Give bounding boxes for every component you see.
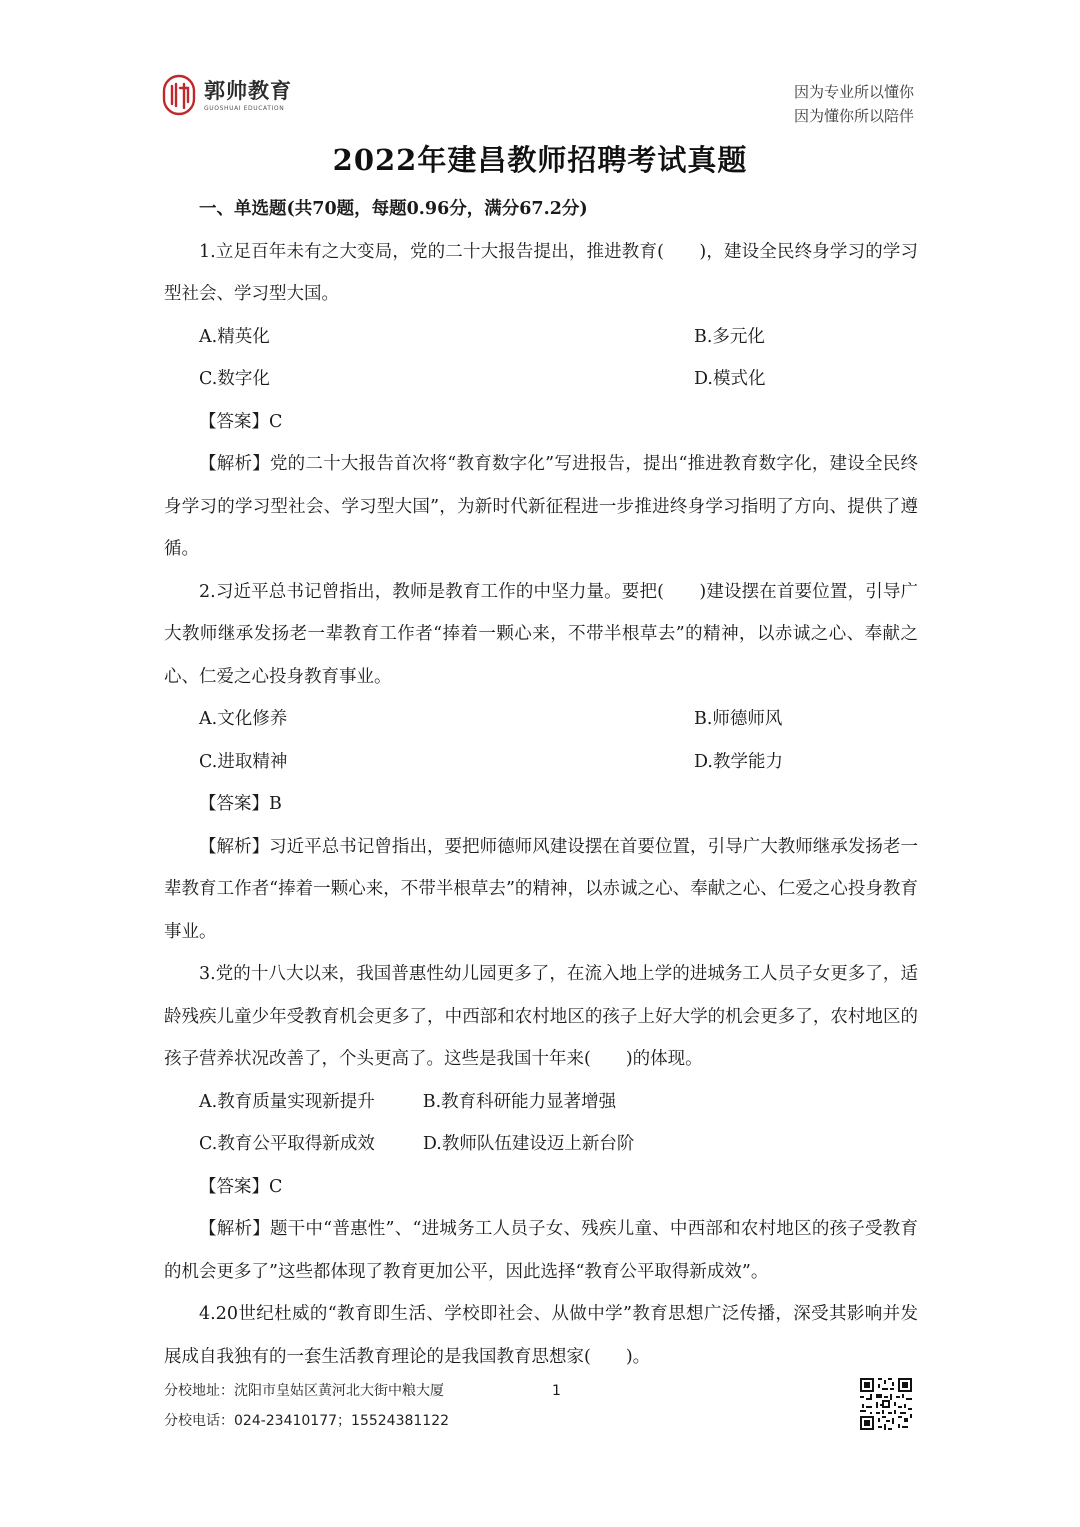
- slogan-line-2: 因为懂你所以陪伴: [793, 107, 914, 125]
- question-3-option-b: B.教育科研能力显著增强: [422, 1091, 617, 1112]
- question-2-option-c: C.进取精神: [199, 751, 288, 772]
- question-2-answer: 【答案】B: [199, 794, 282, 814]
- question-1-option-a: A.精英化: [199, 326, 270, 347]
- footer: [164, 1376, 449, 1436]
- logo-emblem-icon: [162, 74, 196, 116]
- question-2-option-b: B.师德师风: [694, 709, 783, 729]
- question-3-option-d: D.教师队伍建设迈上新台阶: [422, 1134, 635, 1154]
- brand-logo: [162, 74, 292, 116]
- question-3-stem: 3.党的十八大以来，我国普惠性幼儿园更多了，在流入地上学的进城务工人员子女更多了，适龄残疾儿童少年受教育机会更多了，中西部和农村地区的孩子上好大学的机会更多了，农村地区的孩子营养状况改善了，个头更高了。这些是我国十年来( )的体现。: [164, 964, 918, 1069]
- footer-address: 分校地址：沈阳市皇姑区黄河北大街中粮大厦: [164, 1383, 444, 1399]
- question-3-option-c: C.教育公平取得新成效: [199, 1134, 375, 1154]
- question-2-option-d: D.教学能力: [694, 751, 783, 772]
- question-1-answer: 【答案】C: [199, 411, 283, 432]
- question-2-option-a: A.文化修养: [199, 709, 288, 729]
- page-number: 1: [552, 1383, 561, 1399]
- question-1-option-b: B.多元化: [694, 326, 765, 347]
- question-1-analysis: 【解析】党的二十大报告首次将“教育数字化”写进报告，提出“推进教育数字化，建设全民终身学习的学习型社会、学习型大国”，为新时代新征程进一步推进终身学习指明了方向、提供了遵循。: [164, 454, 918, 559]
- slogan-line-1: 因为专业所以懂你: [793, 83, 914, 101]
- question-2-options-row-1: [164, 698, 918, 741]
- question-3-analysis: 【解析】题干中“普惠性”、“进城务工人员子女、残疾儿童、中西部和农村地区的孩子受教育的机会更多了”这些都体现了教育更加公平，因此选择“教育公平取得新成效”。: [164, 1219, 918, 1282]
- exam-content: [164, 188, 918, 1378]
- section-heading: 一、单选题(共70题，每题0.96分，满分67.2分): [199, 199, 588, 219]
- logo-name: 郭帅教育: [204, 78, 292, 103]
- page-title: 2022年建昌教师招聘考试真题: [332, 143, 748, 177]
- logo-english-name: GUOSHUAI EDUCATION: [204, 104, 285, 112]
- question-4-stem: 4.20世纪杜威的“教育即生活、学校即社会、从做中学”教育思想广泛传播，深受其影响并发展成自我独有的一套生活教育理论的是我国教育思想家( )。: [164, 1304, 918, 1367]
- question-1-option-d: D.模式化: [694, 369, 766, 389]
- question-1-option-c: C.数字化: [199, 369, 270, 389]
- question-3-answer: 【答案】C: [199, 1176, 283, 1197]
- question-3-option-a: A.教育质量实现新提升: [199, 1091, 375, 1112]
- qr-code-icon: [858, 1376, 914, 1432]
- slogan: [794, 80, 914, 128]
- question-3-options-row-2: [164, 1123, 918, 1166]
- question-2-stem: 2.习近平总书记曾指出，教师是教育工作的中坚力量。要把( )建设摆在首要位置，引导广大教师继承发扬老一辈教育工作者“捧着一颗心来，不带半根草去”的精神，以赤诚之心、奉献之心、仁爱之心投身教育事业。: [164, 581, 918, 687]
- question-1-options-row-2: [164, 358, 918, 401]
- question-1-stem: 1.立足百年未有之大变局，党的二十大报告提出，推进教育( )，建设全民终身学习的学习型社会、学习型大国。: [164, 241, 918, 304]
- question-1-options-row-1: [164, 316, 918, 359]
- question-2-options-row-2: [164, 741, 918, 784]
- question-3-options-row-1: [164, 1081, 918, 1124]
- question-2-analysis: 【解析】习近平总书记曾指出，要把师德师风建设摆在首要位置，引导广大教师继承发扬老一辈教育工作者“捧着一颗心来，不带半根草去”的精神，以赤诚之心、奉献之心、仁爱之心投身教育事业。: [164, 836, 918, 942]
- footer-phone: 分校电话：024-23410177；15524381122: [164, 1413, 450, 1429]
